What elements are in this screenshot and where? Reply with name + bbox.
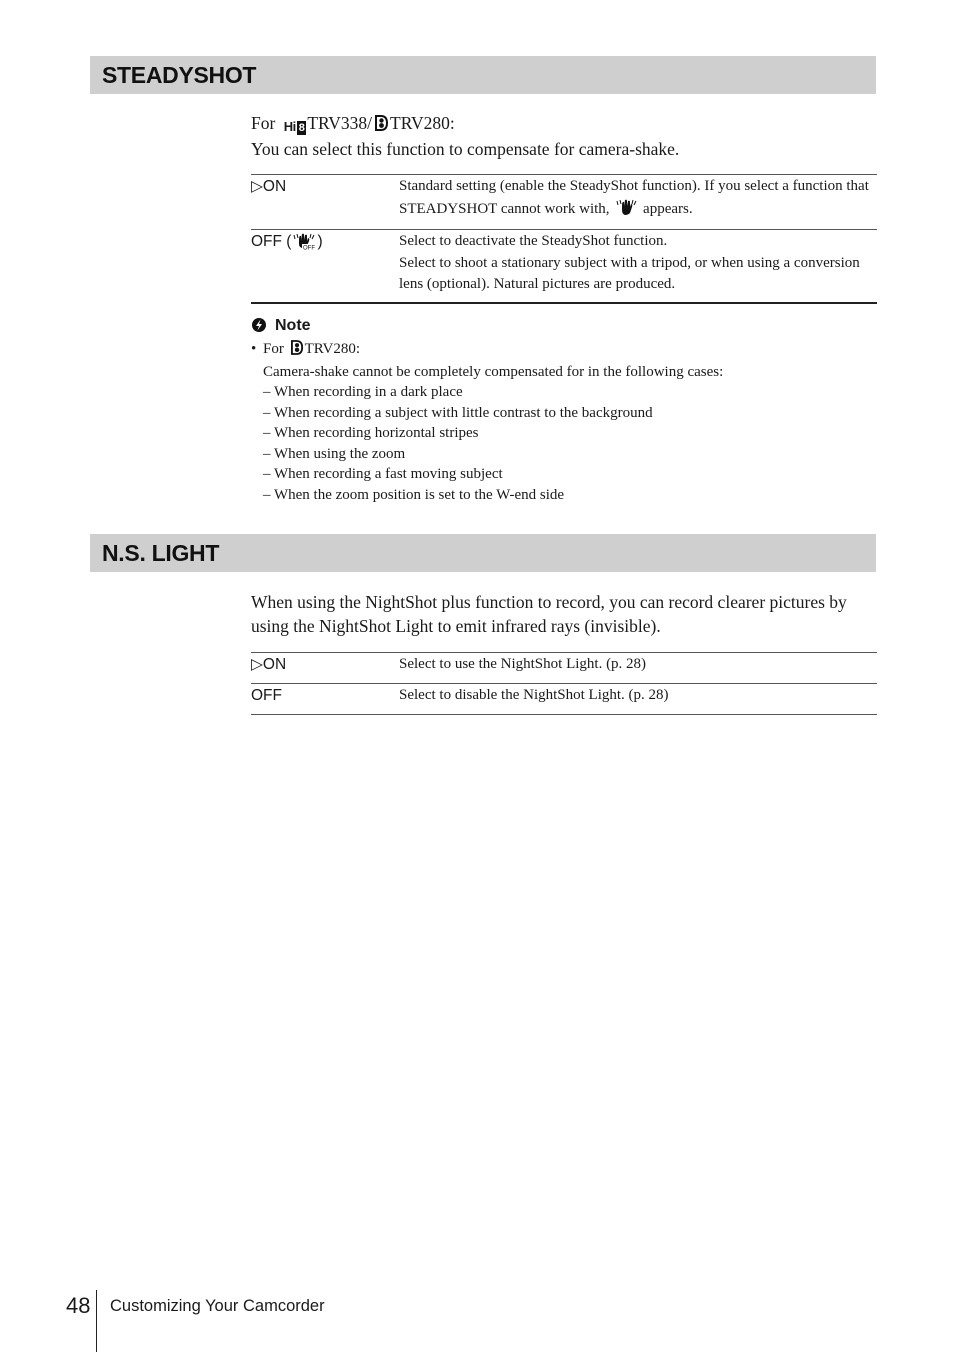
note-case: – When recording horizontal stripes	[263, 425, 479, 441]
steadyshot-options-table	[251, 174, 877, 304]
steadyshot-heading: STEADYSHOT	[90, 56, 876, 94]
note-icon	[251, 317, 267, 339]
option-off-description: Select to disable the NightShot Light. (p. 28)	[399, 687, 669, 703]
ns-light-heading: N.S. LIGHT	[90, 534, 876, 572]
steadyshot-description: You can select this function to compensate for camera-shake.	[251, 139, 680, 159]
digital8-format-icon	[291, 340, 304, 362]
footer-divider	[96, 1290, 97, 1352]
note-heading: Note	[251, 316, 311, 339]
option-on-description: Standard setting (enable the SteadyShot function). If you select a function that STEADYSHOT cannot work with, appears.	[399, 175, 877, 230]
note-body	[251, 339, 871, 505]
option-off-label: OFF	[251, 687, 282, 704]
note-case: – When the zoom position is set to the W-end side	[263, 486, 565, 503]
note-case: – When recording a subject with little contrast to the background	[263, 404, 653, 421]
option-off-description: Select to deactivate the SteadyShot function. Select to shoot a stationary subject with a tripod, or when using a conversion lens (optional). Natural pictures are produced.	[399, 233, 860, 292]
ns-light-options-table	[251, 652, 877, 715]
option-off-label: OFF ( OFF )	[251, 230, 399, 303]
option-row-on	[251, 653, 877, 684]
footer-section-title: Customizing Your Camcorder	[110, 1297, 325, 1315]
svg-text:OFF: OFF	[303, 245, 316, 250]
option-on-description: Select to use the NightShot Light. (p. 28)	[399, 656, 647, 672]
steadyshot-intro	[251, 111, 881, 161]
steadyshot-shake-icon	[615, 198, 637, 224]
steadyshot-model-line: For Hi 8 TRV338/ TRV280:	[251, 111, 881, 137]
note-model-line: For TRV280:	[251, 339, 871, 362]
note-case: – When recording a fast moving subject	[263, 466, 503, 482]
option-row-off	[251, 684, 877, 715]
hi8-format-icon: Hi 8	[283, 119, 305, 134]
note-lead: Camera-shake cannot be completely compensated for in the following cases:	[263, 363, 724, 380]
page-number: 48	[66, 1293, 91, 1318]
note-case: – When using the zoom	[263, 445, 406, 462]
option-row-on	[251, 175, 877, 230]
option-on-label: ▷ON	[251, 178, 287, 195]
digital8-format-icon	[375, 113, 389, 137]
note-bullet: •	[251, 341, 257, 357]
steadyshot-off-icon	[292, 232, 316, 256]
ns-light-intro: When using the NightShot plus function to record, you can record clearer pictures by using the NightShot Light to emit infrared rays (invisible).	[251, 592, 847, 636]
note-case: – When recording in a dark place	[263, 384, 463, 400]
option-on-label: ▷ON	[251, 656, 287, 673]
option-row-off	[251, 230, 877, 303]
